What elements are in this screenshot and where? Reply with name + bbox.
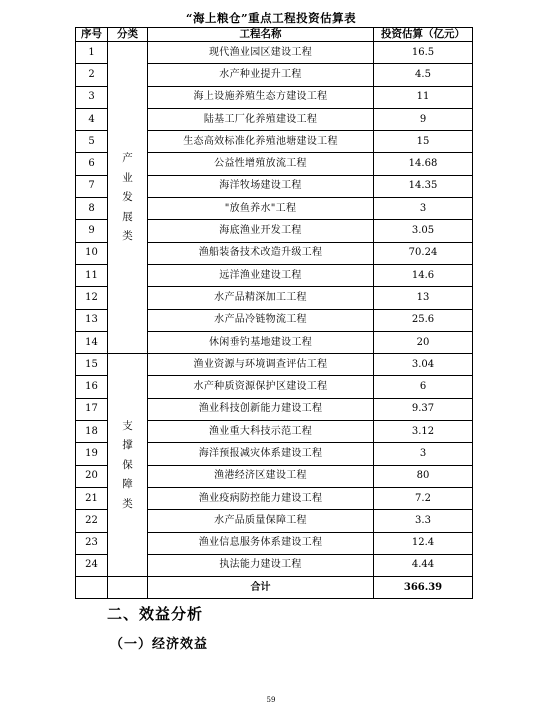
row-number: 16 [76,376,108,398]
row-number: 23 [76,532,108,554]
project-name: 水产品冷链物流工程 [148,309,374,331]
row-number: 15 [76,354,108,376]
row-number: 6 [76,153,108,175]
project-name: 公益性增殖放流工程 [148,153,374,175]
project-name: 水产种质资源保护区建设工程 [148,376,374,398]
row-number: 20 [76,465,108,487]
project-name: 渔业信息服务体系建设工程 [148,532,374,554]
row-number: 22 [76,510,108,532]
row-number: 19 [76,443,108,465]
investment-value: 11 [374,86,473,108]
table-row [76,42,473,64]
row-number: 2 [76,64,108,86]
category-char: 支 [122,419,133,432]
project-name: 现代渔业园区建设工程 [148,42,374,64]
category-char: 类 [122,497,133,510]
row-number: 4 [76,108,108,130]
investment-value: 3 [374,198,473,220]
investment-value: 14.35 [374,175,473,197]
project-name: 陆基工厂化养殖建设工程 [148,108,374,130]
investment-value: 6 [374,376,473,398]
project-name: 生态高效标准化养殖池塘建设工程 [148,131,374,153]
row-number: 1 [76,42,108,64]
investment-value: 3.05 [374,220,473,242]
table-body [76,42,473,577]
category-char: 展 [122,210,133,223]
row-number: 18 [76,421,108,443]
category-char: 撑 [122,439,133,452]
total-label: 合计 [148,577,374,599]
investment-value: 3 [374,443,473,465]
investment-value: 16.5 [374,42,473,64]
category-char: 类 [122,230,133,243]
header-category: 分类 [108,28,148,42]
project-name: 休闲垂钓基地建设工程 [148,331,374,353]
project-name: 远洋渔业建设工程 [148,264,374,286]
category-char: 保 [122,458,133,471]
row-number: 7 [76,175,108,197]
investment-value: 13 [374,287,473,309]
row-number: 8 [76,198,108,220]
project-name: 海底渔业开发工程 [148,220,374,242]
row-number: 11 [76,264,108,286]
investment-value: 3.04 [374,354,473,376]
investment-value: 15 [374,131,473,153]
project-name: 海上设施养殖生态方建设工程 [148,86,374,108]
project-name: "放鱼养水"工程 [148,198,374,220]
project-name: 渔业资源与环境调查评估工程 [148,354,374,376]
project-name: 渔业重大科技示范工程 [148,421,374,443]
project-name: 水产种业提升工程 [148,64,374,86]
investment-value: 80 [374,465,473,487]
sub-heading: （一）经济效益 [110,637,209,652]
page-number: 59 [266,696,276,704]
investment-value: 20 [374,331,473,353]
header-no: 序号 [76,28,108,42]
category-cell [108,42,148,354]
row-number: 17 [76,398,108,420]
investment-value: 9 [374,108,473,130]
header-investment: 投资估算（亿元） [374,28,473,42]
investment-estimate-table [75,27,473,599]
category-char: 障 [122,478,133,491]
project-name: 渔船装备技术改造升级工程 [148,242,374,264]
row-number: 10 [76,242,108,264]
row-number: 24 [76,554,108,576]
section-heading: 二、效益分析 [107,605,204,623]
row-number: 3 [76,86,108,108]
investment-value: 25.6 [374,309,473,331]
project-name: 海洋牧场建设工程 [148,175,374,197]
table-title: “海上粮仓”重点工程投资估算表 [185,11,357,25]
row-number: 9 [76,220,108,242]
investment-value: 4.44 [374,554,473,576]
row-number: 12 [76,287,108,309]
total-empty-category [108,577,148,599]
project-name: 海洋预报减灾体系建设工程 [148,443,374,465]
investment-value: 9.37 [374,398,473,420]
investment-value: 14.6 [374,264,473,286]
investment-value: 70.24 [374,242,473,264]
category-char: 业 [122,171,133,184]
category-char: 产 [122,152,133,165]
project-name: 水产品质量保障工程 [148,510,374,532]
total-value: 366.39 [374,577,473,599]
table-row [76,354,473,376]
project-name: 渔港经济区建设工程 [148,465,374,487]
investment-value: 4.5 [374,64,473,86]
investment-value: 3.3 [374,510,473,532]
project-name: 渔业疫病防控能力建设工程 [148,487,374,509]
category-char: 发 [122,191,133,204]
investment-value: 3.12 [374,421,473,443]
project-name: 水产品精深加工工程 [148,287,374,309]
project-name: 渔业科技创新能力建设工程 [148,398,374,420]
project-name: 执法能力建设工程 [148,554,374,576]
row-number: 13 [76,309,108,331]
row-number: 14 [76,331,108,353]
total-row [76,577,473,599]
investment-value: 7.2 [374,487,473,509]
header-project-name: 工程名称 [148,28,374,42]
row-number: 21 [76,487,108,509]
row-number: 5 [76,131,108,153]
investment-value: 14.68 [374,153,473,175]
investment-value: 12.4 [374,532,473,554]
table-header-row [76,28,473,42]
category-cell [108,354,148,577]
total-empty-no [76,577,108,599]
